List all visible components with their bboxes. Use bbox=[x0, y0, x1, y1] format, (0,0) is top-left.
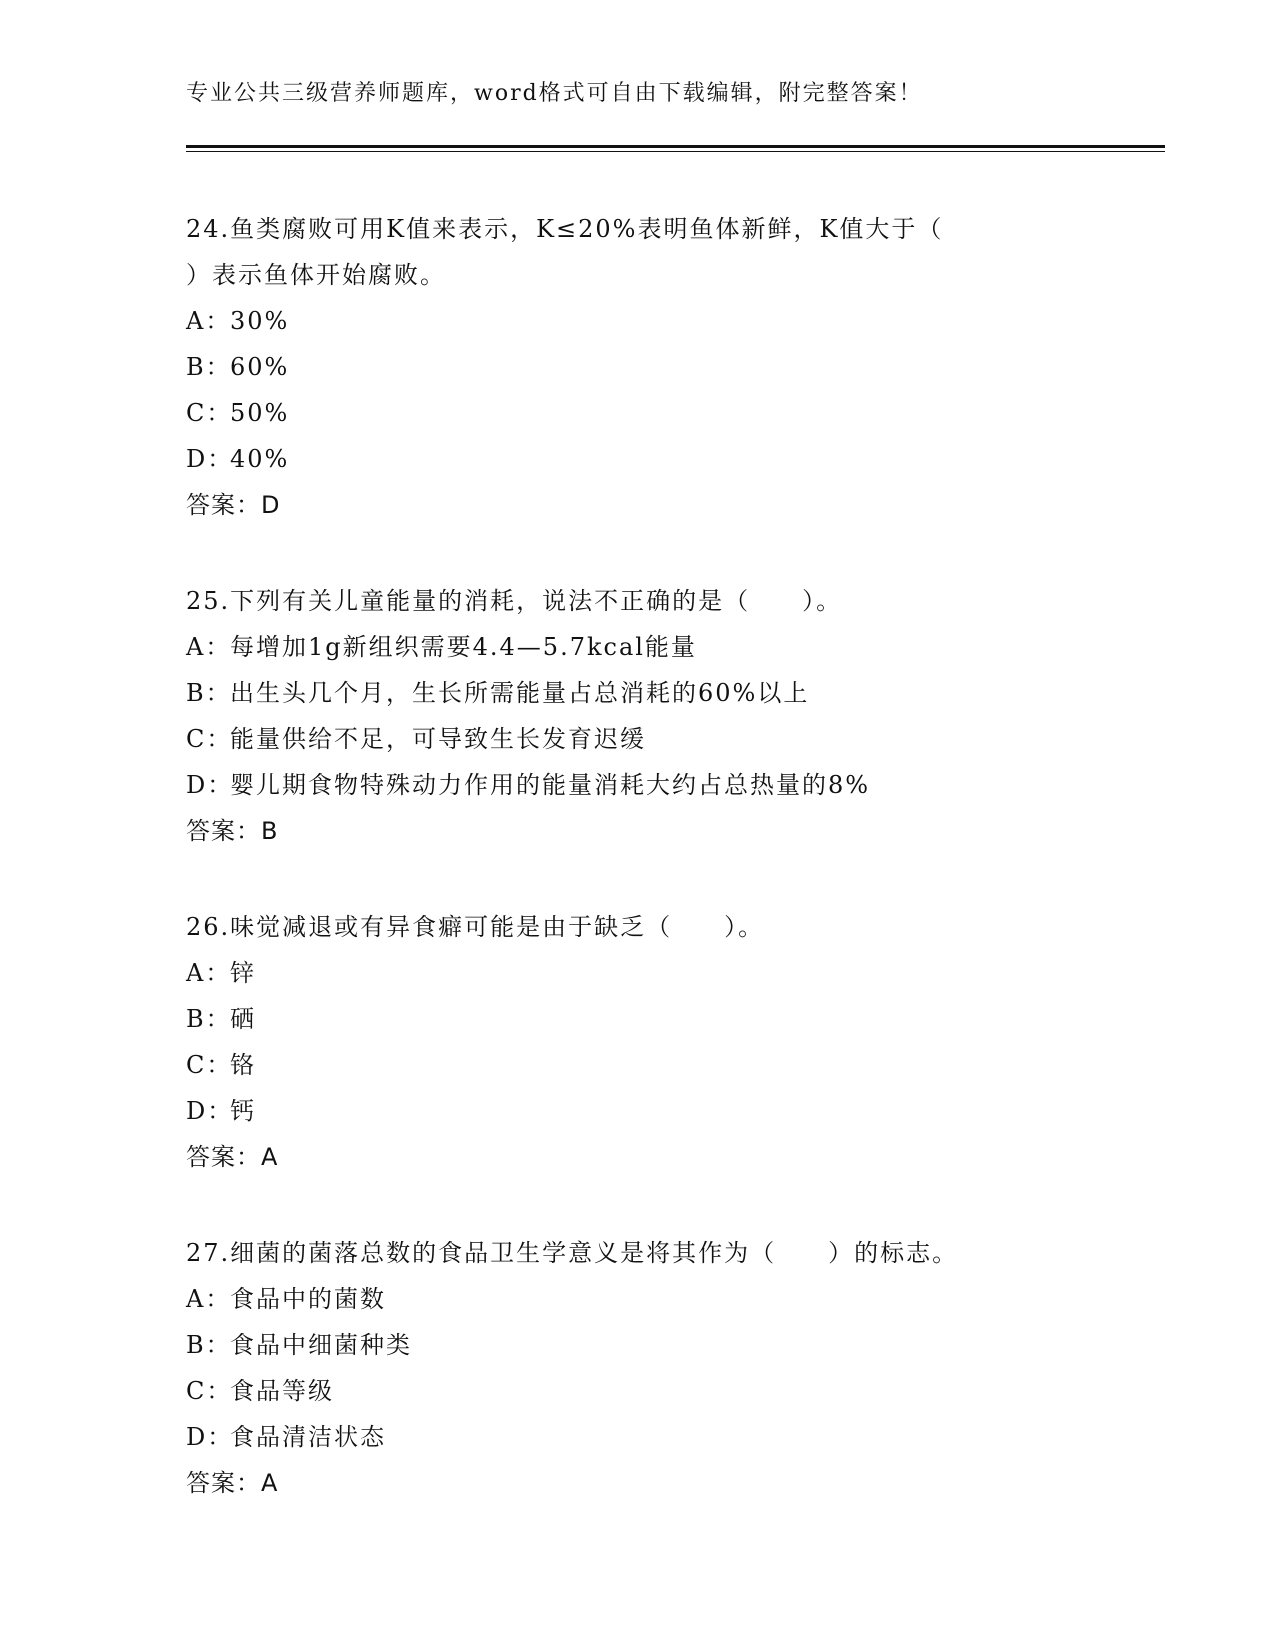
option-b bbox=[186, 996, 1046, 1042]
option-c bbox=[186, 1368, 1046, 1414]
option-letter: A： bbox=[186, 633, 232, 661]
option-letter: A： bbox=[186, 959, 232, 987]
option-c bbox=[186, 1042, 1046, 1088]
option-letter: B： bbox=[186, 679, 232, 707]
question-text-line: 25.下列有关儿童能量的消耗，说法不正确的是（ ）。 bbox=[186, 587, 843, 615]
option-text: 食品中的菌数 bbox=[230, 1285, 386, 1313]
option-d bbox=[186, 762, 1046, 808]
option-b bbox=[186, 1322, 1046, 1368]
option-letter: D： bbox=[186, 771, 234, 799]
page-header: 专业公共三级营养师题库，word格式可自由下载编辑，附完整答案！ bbox=[186, 81, 923, 106]
option-letter: C： bbox=[186, 1377, 233, 1405]
option-text: 能量供给不足，可导致生长发育迟缓 bbox=[230, 725, 646, 753]
question-26 bbox=[186, 904, 1046, 1180]
option-letter: A： bbox=[186, 307, 232, 335]
answer-line: 答案：D bbox=[186, 491, 281, 519]
option-letter: B： bbox=[186, 1331, 232, 1359]
option-text: 铬 bbox=[230, 1051, 256, 1079]
option-text: 30% bbox=[230, 307, 290, 335]
option-text: 每增加1g新组织需要4.4—5.7kcal能量 bbox=[230, 633, 697, 661]
option-c bbox=[186, 390, 1046, 436]
option-c bbox=[186, 716, 1046, 762]
option-b bbox=[186, 344, 1046, 390]
question-text-line: 24.鱼类腐败可用K值来表示，K≤20%表明鱼体新鲜，K值大于（ bbox=[186, 215, 944, 243]
answer-line: 答案：B bbox=[186, 817, 279, 845]
answer-line: 答案：A bbox=[186, 1469, 279, 1497]
option-letter: D： bbox=[186, 1097, 234, 1125]
option-text: 婴儿期食物特殊动力作用的能量消耗大约占总热量的8% bbox=[230, 771, 871, 799]
question-24 bbox=[186, 206, 1046, 528]
option-text: 出生头几个月，生长所需能量占总消耗的60%以上 bbox=[230, 679, 810, 707]
option-letter: C： bbox=[186, 1051, 233, 1079]
question-text-line: 27.细菌的菌落总数的食品卫生学意义是将其作为（ ）的标志。 bbox=[186, 1239, 959, 1267]
question-text-line: 26.味觉减退或有异食癖可能是由于缺乏（ ）。 bbox=[186, 913, 765, 941]
option-a bbox=[186, 298, 1046, 344]
option-a bbox=[186, 950, 1046, 996]
option-letter: D： bbox=[186, 1423, 234, 1451]
answer-line: 答案：A bbox=[186, 1143, 279, 1171]
option-b bbox=[186, 670, 1046, 716]
option-text: 食品中细菌种类 bbox=[230, 1331, 412, 1359]
option-text: 食品清洁状态 bbox=[230, 1423, 386, 1451]
header-rule-thick bbox=[186, 145, 1165, 148]
option-text: 钙 bbox=[230, 1097, 256, 1125]
question-27 bbox=[186, 1230, 1046, 1506]
option-d bbox=[186, 1414, 1046, 1460]
option-letter: B： bbox=[186, 1005, 232, 1033]
option-text: 60% bbox=[230, 353, 290, 381]
option-text: 硒 bbox=[230, 1005, 256, 1033]
option-d bbox=[186, 1088, 1046, 1134]
option-a bbox=[186, 624, 1046, 670]
option-letter: C： bbox=[186, 399, 233, 427]
question-list bbox=[186, 206, 1046, 1556]
option-text: 40% bbox=[230, 445, 290, 473]
option-letter: B： bbox=[186, 353, 232, 381]
question-text-line: ）表示鱼体开始腐败。 bbox=[186, 261, 446, 289]
option-letter: C： bbox=[186, 725, 233, 753]
option-letter: D： bbox=[186, 445, 234, 473]
option-text: 锌 bbox=[230, 959, 256, 987]
header-rule-thin bbox=[186, 151, 1165, 152]
question-25 bbox=[186, 578, 1046, 854]
option-letter: A： bbox=[186, 1285, 232, 1313]
option-a bbox=[186, 1276, 1046, 1322]
option-d bbox=[186, 436, 1046, 482]
option-text: 50% bbox=[230, 399, 290, 427]
option-text: 食品等级 bbox=[230, 1377, 334, 1405]
